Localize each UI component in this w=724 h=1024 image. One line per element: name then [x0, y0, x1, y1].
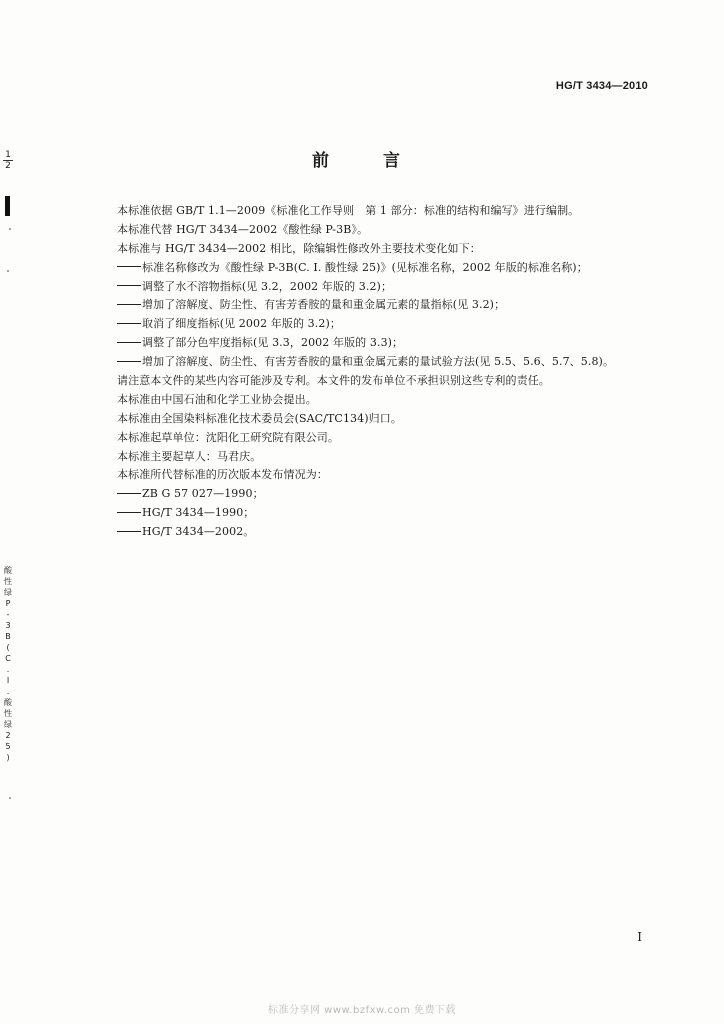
spine-char: 绿 — [4, 720, 12, 729]
preface-line — [117, 391, 657, 410]
change-list-item — [117, 353, 657, 372]
spine-char: 性 — [4, 709, 12, 718]
preface-line — [117, 221, 657, 240]
preface-line-text: 本标准起草单位：沈阳化工研究院有限公司。 — [117, 430, 339, 444]
change-list-item — [117, 296, 657, 315]
preface-line — [117, 202, 657, 221]
dash-mark — [117, 266, 141, 267]
spine-char: I — [6, 676, 10, 685]
preface-line-text: 本标准依据 GB/T 1.1—2009《标准化工作导则 第 1 部分：标准的结构和编写》进行编制。 — [117, 204, 580, 217]
change-list-item — [117, 259, 657, 278]
margin-fraction-numerator: 1 — [3, 150, 13, 161]
spine-char: . — [6, 665, 10, 674]
standard-number: HG/T 3434—2010 — [555, 80, 648, 92]
watermark: 标准分享网 www.bzfxw.com 免费下载 — [268, 1005, 456, 1016]
preface-body — [117, 202, 657, 542]
scan-speck — [7, 270, 9, 272]
spine-char: 3 — [5, 621, 11, 630]
preface-line — [117, 466, 657, 485]
spine-char: P — [5, 599, 11, 608]
scan-speck — [9, 228, 11, 230]
history-list-item-text: HG/T 3434—1990； — [142, 506, 255, 520]
scan-speck — [9, 797, 11, 799]
page-number: I — [637, 930, 642, 944]
spine-title — [2, 565, 14, 763]
change-list-item-text: 增加了溶解度、防尘性、有害芳香胺的量和重金属元素的量试验方法(见 5.5、5.6、5.7、5.8)。 — [142, 355, 615, 369]
change-list-item-text: 标准名称修改为《酸性绿 P-3B(C. I. 酸性绿 25)》(见标准名称，2002 年版的标准名称)； — [142, 260, 588, 274]
spine-char: 酸 — [4, 698, 12, 707]
binding-mark — [5, 196, 10, 216]
preface-line-text: 本标准由中国石油和化学工业协会提出。 — [117, 392, 317, 406]
page-title: 前 言 — [312, 151, 424, 171]
spine-char: ) — [6, 753, 10, 762]
history-list-item — [117, 485, 657, 504]
spine-char: ( — [6, 643, 10, 652]
dash-mark — [117, 361, 141, 362]
change-list-item-text: 取消了细度指标(见 2002 年版的 3.2)； — [142, 317, 341, 331]
preface-line — [117, 410, 657, 429]
change-list-item — [117, 278, 657, 297]
preface-line — [117, 372, 657, 391]
spine-char: 性 — [4, 577, 12, 586]
preface-line-text: 本标准由全国染料标准化技术委员会(SAC/TC134)归口。 — [117, 411, 402, 425]
preface-line-text: 请注意本文件的某些内容可能涉及专利。本文件的发布单位不承担识别这些专利的责任。 — [117, 374, 550, 388]
preface-line-text: 本标准所代替标准的历次版本发布情况为： — [117, 468, 328, 482]
preface-line-text: 本标准代替 HG/T 3434—2002《酸性绿 P-3B》。 — [117, 222, 369, 236]
preface-line — [117, 240, 657, 259]
spine-char: 酸 — [4, 566, 12, 575]
change-list-item-text: 调整了水不溶物指标(见 3.2，2002 年版的 3.2)； — [142, 279, 393, 293]
preface-line — [117, 429, 657, 448]
spine-char: - — [6, 610, 10, 619]
dash-mark — [117, 512, 141, 513]
spine-char: B — [5, 632, 11, 641]
change-list-item-text: 调整了部分色牢度指标(见 3.3，2002 年版的 3.3)； — [142, 336, 404, 350]
history-list-item-text: HG/T 3434—2002。 — [142, 525, 255, 539]
history-list-item-text: ZB G 57 027—1990； — [142, 487, 264, 501]
dash-mark — [117, 304, 141, 305]
spine-char: C — [5, 654, 11, 663]
change-list-item — [117, 315, 657, 334]
preface-line — [117, 448, 657, 467]
change-list-item-text: 增加了溶解度、防尘性、有害芳香胺的量和重金属元素的量指标(见 3.2)； — [142, 298, 506, 312]
dash-mark — [117, 493, 141, 494]
spine-char: 绿 — [4, 588, 12, 597]
dash-mark — [117, 323, 141, 324]
spine-char: 2 — [5, 731, 11, 740]
history-list-item — [117, 523, 657, 542]
history-list-item — [117, 504, 657, 523]
dash-mark — [117, 342, 141, 343]
spine-char: 5 — [5, 742, 11, 751]
change-list-item — [117, 334, 657, 353]
spine-char: . — [6, 687, 10, 696]
preface-line-text: 本标准与 HG/T 3434—2002 相比，除编辑性修改外主要技术变化如下： — [117, 241, 481, 255]
margin-fraction-denominator: 2 — [5, 161, 11, 171]
dash-mark — [117, 531, 141, 532]
dash-mark — [117, 285, 141, 286]
preface-line-text: 本标准主要起草人：马君庆。 — [117, 449, 262, 463]
